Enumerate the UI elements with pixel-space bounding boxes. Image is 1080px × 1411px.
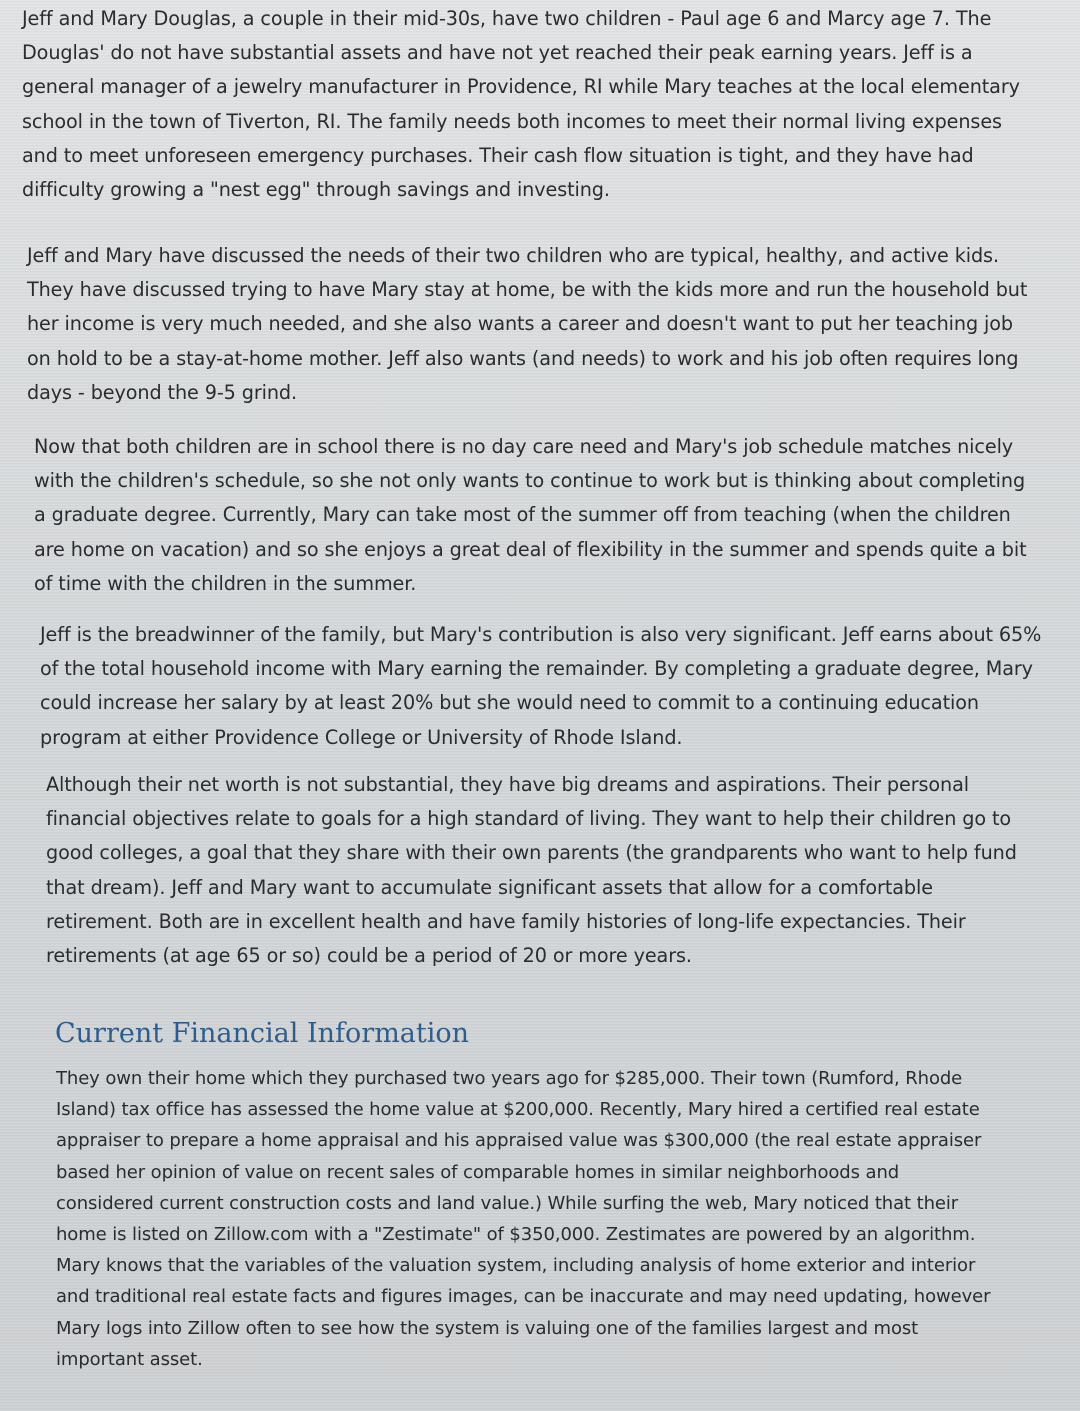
- paragraph-family-overview: [22, 2, 1020, 207]
- text-line: program at either Providence College or University of Rhode Island.: [40, 725, 683, 749]
- text-line: general manager of a jewelry manufacturer in Providence, RI while Mary teaches at the local elementary: [22, 75, 1020, 99]
- text-line: with the children's schedule, so she not only wants to continue to work but is thinking about completing: [34, 469, 1026, 493]
- paragraph-school-schedule: [34, 430, 1027, 601]
- text-line: a graduate degree. Currently, Mary can take most of the summer off from teaching (when the children: [34, 503, 1011, 527]
- text-line: days - beyond the 9-5 grind.: [27, 380, 297, 404]
- text-line: They have discussed trying to have Mary stay at home, be with the kids more and run the household but: [27, 278, 1028, 302]
- text-line: Jeff and Mary Douglas, a couple in their mid-30s, have two children - Paul age 6 and Marcy age 7. The: [22, 7, 992, 30]
- text-line: are home on vacation) and so she enjoys a great deal of flexibility in the summer and spends quite a bit: [34, 537, 1027, 561]
- text-line: They own their home which they purchased two years ago for $285,000. Their town (Rumford, Rhode: [56, 1068, 963, 1089]
- text-line: Mary knows that the variables of the valuation system, including analysis of home exterior and interior: [56, 1255, 976, 1277]
- text-line: could increase her salary by at least 20% but she would need to commit to a continuing education: [40, 691, 979, 715]
- text-line: Island) tax office has assessed the home value at $200,000. Recently, Mary hired a certified real estate: [56, 1099, 980, 1121]
- text-line: her income is very much needed, and she also wants a career and doesn't want to put her teaching job: [27, 312, 1013, 336]
- text-line: difficulty growing a "nest egg" through savings and investing.: [22, 178, 610, 202]
- text-line: good colleges, a goal that they share with their own parents (the grandparents who want to help fund: [46, 841, 1017, 865]
- text-line: important asset.: [56, 1348, 203, 1370]
- text-line: Now that both children are in school there is no day care need and Mary's job schedule matches nicely: [34, 435, 1014, 458]
- text-line: financial objectives relate to goals for a high standard of living. They want to help their children go to: [46, 807, 1012, 831]
- text-line: Jeff and Mary have discussed the needs of their two children who are typical, healthy, and active kids.: [27, 244, 999, 267]
- text-line: based her opinion of value on recent sales of comparable homes in similar neighborhoods and: [56, 1161, 900, 1183]
- text-line: that dream). Jeff and Mary want to accumulate significant assets that allow for a comfortable: [46, 875, 933, 899]
- text-line: school in the town of Tiverton, RI. The family needs both incomes to meet their normal living expenses: [22, 109, 1002, 133]
- text-line: of the total household income with Mary earning the remainder. By completing a graduate degree, Mary: [40, 657, 1033, 681]
- text-line: Although their net worth is not substantial, they have big dreams and aspirations. Their personal: [46, 773, 969, 796]
- text-line: appraiser to prepare a home appraisal and his appraised value was $300,000 (the real estate appraiser: [56, 1130, 982, 1152]
- text-line: retirements (at age 65 or so) could be a period of 20 or more years.: [46, 944, 692, 968]
- text-line: considered current construction costs and land value.) While surfing the web, Mary noticed that their: [56, 1192, 959, 1214]
- text-line: and to meet unforeseen emergency purchases. Their cash flow situation is tight, and they have had: [22, 143, 974, 167]
- text-line: Jeff is the breadwinner of the family, but Mary's contribution is also very significant. Jeff earns about 65%: [40, 623, 1042, 646]
- text-line: home is listed on Zillow.com with a "Zestimate" of $350,000. Zestimates are powered by an algorithm.: [56, 1224, 976, 1246]
- text-line: on hold to be a stay-at-home mother. Jeff also wants (and needs) to work and his job often requires long: [27, 346, 1019, 370]
- text-line: retirement. Both are in excellent health and have family histories of long-life expectancies. Their: [46, 909, 966, 933]
- text-line: of time with the children in the summer.: [34, 571, 417, 595]
- text-line: Mary logs into Zillow often to see how the system is valuing one of the families largest and most: [56, 1317, 919, 1339]
- text-line: Douglas' do not have substantial assets and have not yet reached their peak earning years. Jeff is a: [22, 41, 973, 65]
- section-heading: Current Financial Information: [55, 1018, 470, 1049]
- paragraph-goals: [46, 768, 1017, 973]
- paragraph-children-needs: [27, 239, 1027, 410]
- text-line: and traditional real estate facts and figures images, can be inaccurate and may need updating, however: [56, 1286, 991, 1308]
- paragraph-income-split: [40, 618, 1041, 755]
- paragraph-home-valuation: [56, 1063, 990, 1375]
